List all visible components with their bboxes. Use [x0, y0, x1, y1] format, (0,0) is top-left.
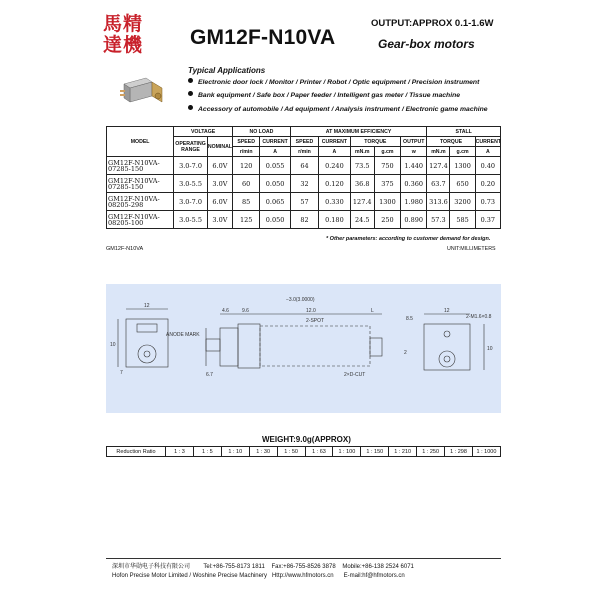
drawing-caption: GM12F-N10VA: [106, 246, 144, 252]
cell-me-speed: 32: [290, 175, 318, 193]
cell-nl-speed: 85: [233, 193, 260, 211]
reduction-ratio-table: [106, 446, 501, 457]
application-item: Accessory of automobile / Ad equipment / Analysis instrument / Electronic game machine: [188, 103, 488, 116]
cell-nl-speed: 60: [233, 175, 260, 193]
hole-label: 2-M1.6×0.8: [466, 314, 492, 320]
cell-me-output: 1.980: [401, 193, 427, 211]
cell-me-torque-mnm: 127.4: [350, 193, 374, 211]
header-voltage: VOLTAGE: [174, 127, 233, 137]
company-logo: [103, 14, 155, 58]
output-spec: OUTPUT:APPROX 0.1-1.6W: [371, 18, 494, 29]
cell-me-torque-mnm: 73.5: [350, 157, 374, 175]
header-no-load: NO LOAD: [233, 127, 291, 137]
cell-model: GM12F-N10VA-08205-298: [107, 193, 174, 211]
cell-st-torque-mnm: 313.6: [427, 193, 450, 211]
application-item: Electronic door lock / Monitor / Printer / Robot / Optic equipment / Precision instrument: [188, 76, 488, 89]
header-st-current: CURRENT: [475, 138, 502, 145]
cell-me-torque-gcm: 750: [374, 157, 400, 175]
ratio-value: 1 : 50: [277, 447, 305, 457]
cell-me-output: 1.440: [401, 157, 427, 175]
motor-photo: [118, 74, 166, 110]
cell-st-current: 0.20: [475, 175, 500, 193]
dim-label: L: [371, 308, 374, 314]
cell-st-current: 0.40: [475, 157, 500, 175]
cell-me-current: 0.240: [319, 157, 351, 175]
cell-st-torque-gcm: 3200: [450, 193, 475, 211]
unit-label: UNIT:MILLIMETERS: [447, 246, 496, 252]
cell-nl-current: 0.050: [260, 175, 290, 193]
dim-label: 10: [110, 342, 116, 348]
unit-st-torque-mnm: mN.m: [427, 147, 450, 157]
anode-mark-label: ANODE MARK: [166, 332, 200, 338]
model-title: GM12F-N10VA: [190, 26, 336, 49]
table-row: [107, 211, 501, 229]
cell-range: 3.0-5.5: [174, 175, 208, 193]
ratio-value: 1 : 5: [193, 447, 221, 457]
dim-label: 4.6: [222, 308, 229, 314]
unit-nl-current: A: [260, 147, 290, 157]
header-me-torque: TORQUE: [350, 137, 400, 147]
cell-model: GM12F-N10VA-07285-150: [107, 175, 174, 193]
cell-me-current: 0.330: [319, 193, 351, 211]
shaft-note: −3.0(3.0000): [286, 297, 315, 303]
cell-me-speed: 82: [290, 211, 318, 229]
dim-label: 12: [144, 303, 150, 309]
header-me-output: OUTPUT: [401, 137, 427, 147]
unit-st-current: A: [475, 147, 500, 157]
cell-me-torque-gcm: 1300: [374, 193, 400, 211]
end-view-left: [126, 319, 168, 367]
cell-me-output: 0.890: [401, 211, 427, 229]
table-row: [107, 175, 501, 193]
cell-range: 3.0-7.0: [174, 157, 208, 175]
dim-label: 6.7: [206, 372, 213, 378]
cell-nl-speed: 120: [233, 157, 260, 175]
header-nl-speed: SPEED: [233, 137, 260, 147]
header-stall: STALL: [427, 127, 501, 137]
logo-line-2: 達機: [103, 34, 144, 56]
unit-me-current: A: [319, 147, 351, 157]
header-operating-range: OPERATING RANGE: [174, 137, 208, 157]
footer-divider: [106, 558, 501, 559]
cell-model: GM12F-N10VA-08205-100: [107, 211, 174, 229]
dim-label: 12.0: [306, 308, 316, 314]
ratio-label: Reduction Ratio: [107, 447, 166, 457]
footnote: * Other parameters: according to customer demand for design.: [326, 236, 491, 242]
cell-st-current: 0.37: [475, 211, 500, 229]
cell-st-torque-gcm: 585: [450, 211, 475, 229]
ratio-value: 1 : 10: [221, 447, 249, 457]
cell-st-current: 0.73: [475, 193, 500, 211]
cell-range: 3.0-7.0: [174, 193, 208, 211]
cell-nl-speed: 125: [233, 211, 260, 229]
header-me-current: CURRENT: [319, 137, 351, 147]
ratio-value: 1 : 100: [333, 447, 361, 457]
cell-me-torque-gcm: 375: [374, 175, 400, 193]
header-model: MODEL: [107, 127, 174, 157]
cell-me-current: 0.180: [319, 211, 351, 229]
dim-label: 2: [404, 350, 407, 356]
d-cut-label: 2×D-CUT: [344, 372, 366, 378]
header-nl-current: CURRENT: [260, 137, 290, 147]
cell-nominal: 3.0V: [207, 211, 232, 229]
cell-me-torque-mnm: 36.8: [350, 175, 374, 193]
dim-label: 9.6: [242, 308, 249, 314]
unit-me-torque-mnm: mN.m: [350, 147, 374, 157]
cell-nl-current: 0.050: [260, 211, 290, 229]
dim-label: 12: [444, 308, 450, 314]
cell-me-current: 0.120: [319, 175, 351, 193]
cell-range: 3.0-5.5: [174, 211, 208, 229]
spot-label: 2-SPOT: [306, 318, 325, 324]
header-max-efficiency: AT MAXIMUM EFFICIENCY: [290, 127, 427, 137]
ratio-value: 1 : 3: [166, 447, 194, 457]
product-type: Gear-box motors: [378, 37, 475, 51]
table-row: [107, 157, 501, 175]
cell-st-torque-gcm: 1300: [450, 157, 475, 175]
cell-nominal: 6.0V: [207, 157, 232, 175]
footer-line-1: 深圳市华勋电子科技有限公司 Tel:+86-755-8173 1811 Fax:+86-755-8526 3878 Mobile:+86-138 2524 6071: [112, 564, 414, 570]
cell-me-speed: 57: [290, 193, 318, 211]
unit-me-speed: r/min: [290, 147, 318, 157]
spec-table: [106, 126, 501, 229]
weight-label: WEIGHT:9.0g(APPROX): [262, 435, 351, 444]
ratio-value: 1 : 63: [305, 447, 333, 457]
dim-label: 10: [487, 346, 493, 352]
logo-line-1: 馬精: [103, 13, 144, 35]
ratio-value: 1 : 210: [389, 447, 417, 457]
cell-nominal: 6.0V: [207, 193, 232, 211]
cell-st-torque-mnm: 127.4: [427, 157, 450, 175]
footer-line-2: Hofon Precise Motor Limited / Woshine Precise Machinery Http://www.hfmotors.cn E-mail:hf@hfmotors.cn: [112, 573, 405, 579]
footer: [112, 563, 414, 581]
cell-model: GM12F-N10VA-07285-150: [107, 157, 174, 175]
cell-st-torque-mnm: 63.7: [427, 175, 450, 193]
unit-nl-speed: r/min: [233, 147, 260, 157]
cell-st-torque-mnm: 57.3: [427, 211, 450, 229]
cell-st-torque-gcm: 650: [450, 175, 475, 193]
application-item: Bank equipment / Safe box / Paper feeder / Intelligent gas meter / Tissue machine: [188, 89, 488, 102]
table-row: [107, 193, 501, 211]
cell-me-speed: 64: [290, 157, 318, 175]
ratio-value: 1 : 298: [445, 447, 473, 457]
cell-nl-current: 0.065: [260, 193, 290, 211]
ratio-value: 1 : 150: [361, 447, 389, 457]
header-nominal: NOMINAL: [207, 137, 232, 157]
unit-me-output: w: [401, 147, 427, 157]
cell-nominal: 3.0V: [207, 175, 232, 193]
dim-label: 7: [120, 370, 123, 376]
ratio-value: 1 : 250: [417, 447, 445, 457]
technical-drawing: [106, 284, 501, 413]
drawing-svg: [106, 284, 501, 413]
cell-me-torque-gcm: 250: [374, 211, 400, 229]
header-st-torque: TORQUE: [427, 137, 475, 147]
ratio-value: 1 : 1000: [472, 447, 500, 457]
unit-st-torque-gcm: g.cm: [450, 147, 475, 157]
applications-title: Typical Applications: [188, 66, 266, 75]
cell-me-torque-mnm: 24.5: [350, 211, 374, 229]
cell-nl-current: 0.055: [260, 157, 290, 175]
applications-list: [188, 76, 488, 116]
ratio-value: 1 : 30: [249, 447, 277, 457]
dim-label: 8.5: [406, 316, 413, 322]
unit-me-torque-gcm: g.cm: [374, 147, 400, 157]
cell-me-output: 0.360: [401, 175, 427, 193]
header-me-speed: SPEED: [290, 137, 318, 147]
